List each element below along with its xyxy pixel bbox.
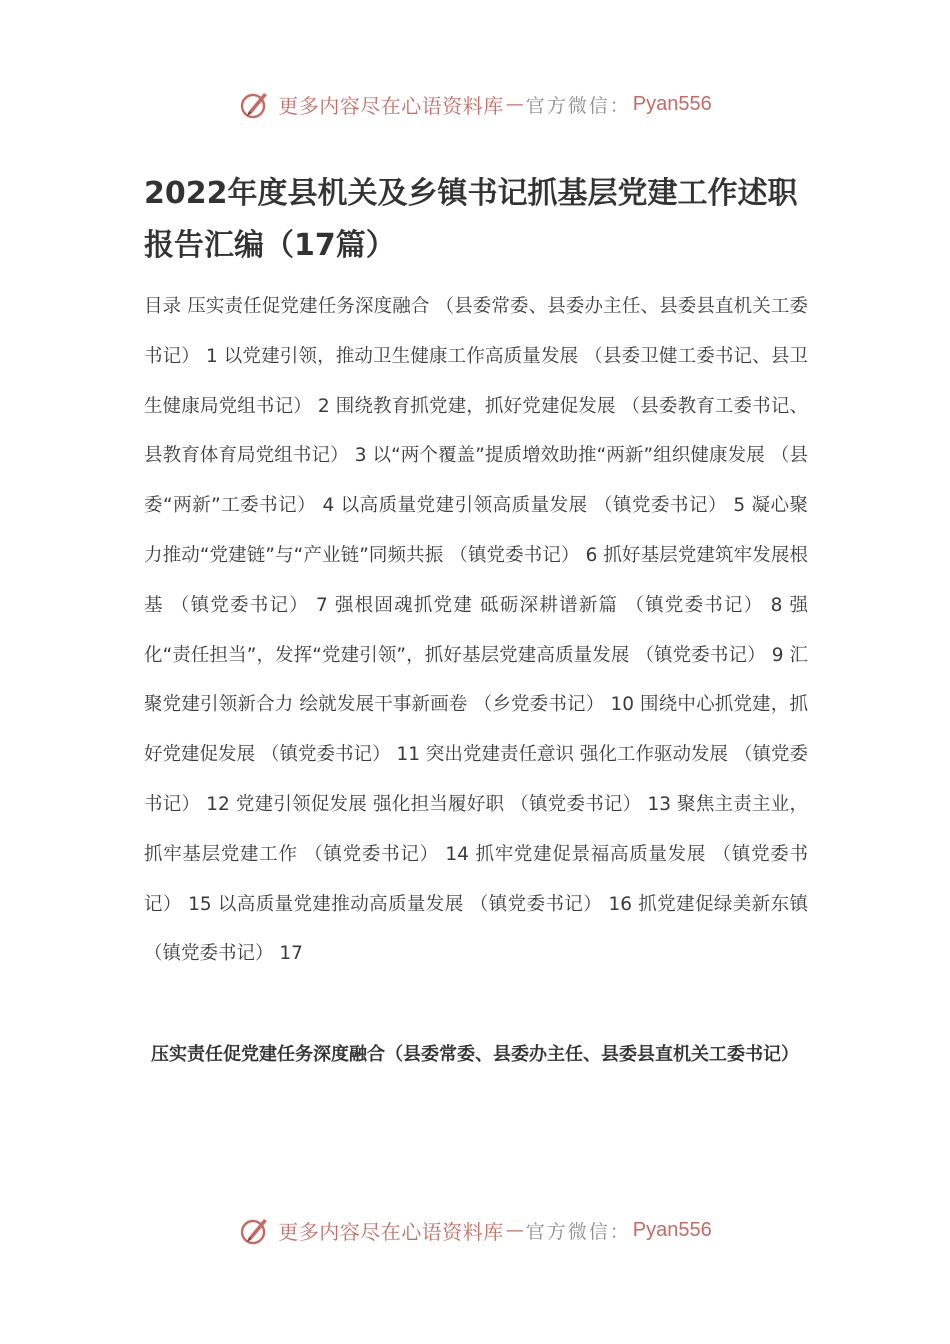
header-watermark-banner bbox=[0, 82, 950, 126]
quill-pen-logo-icon bbox=[238, 1213, 272, 1247]
table-of-contents-paragraph: 目录 压实责任促党建任务深度融合 （县委常委、县委办主任、县委县直机关工委书记） 1 以党建引领，推动卫生健康工作高质量发展 （县委卫健工委书记、县卫生健康局党组书记） 2 围绕教育抓党建，抓好党建促发展 （县委教育工委书记、县教育体育局党组书记） 3 以“两个覆盖”提质增效助推“两新”组织健康发展 （县委“两新”工委书记） 4 以高质量党建引领高质量发展 （镇党委书记） 5 凝心聚力推动“党建链”与“产业链”同频共振 （镇党委书记） 6 抓好基层党建筑牢发展根基 （镇党委书记） 7 强根固魂抓党建 砥砺深耕谱新篇 （镇党委书记） 8 强化“责任担当”，发挥“党建引领”，抓好基层党建高质量发展 （镇党委书记） 9 汇聚党建引领新合力 绘就发展干事新画卷 （乡党委书记） 10 围绕中心抓党建，抓好党建促发展 （镇党委书记） 11 突出党建责任意识 强化工作驱动发展 （镇党委书记） 12 党建引领促发展 强化担当履好职 （镇党委书记） 13 聚焦主责主业，抓牢基层党建工作 （镇党委书记） 14 抓牢党建促景福高质量发展 （镇党委书记） 15 以高质量党建推动高质量发展 （镇党委书记） 16 抓党建促绿美新东镇 （镇党委书记） 17 bbox=[144, 296, 808, 965]
watermark-promo-text: 更多内容尽在心语资料库 bbox=[278, 1219, 504, 1244]
footer-watermark-banner bbox=[0, 1208, 950, 1252]
quill-pen-logo-icon bbox=[238, 87, 272, 121]
watermark-wechat-id: Pyan556 bbox=[632, 1218, 712, 1241]
document-title: 2022年度县机关及乡镇书记抓基层党建工作述职报告汇编（17篇） bbox=[144, 176, 798, 263]
watermark-dash: — bbox=[505, 93, 524, 115]
watermark-wechat-id: Pyan556 bbox=[632, 92, 712, 115]
watermark-dash: — bbox=[505, 1219, 524, 1241]
watermark-wechat-label: 官方微信： bbox=[525, 94, 631, 117]
watermark-promo-text: 更多内容尽在心语资料库 bbox=[278, 93, 504, 118]
watermark-wechat-label: 官方微信： bbox=[525, 1220, 631, 1243]
section-heading: 压实责任促党建任务深度融合（县委常委、县委办主任、县委县直机关工委书记） bbox=[151, 1044, 799, 1065]
